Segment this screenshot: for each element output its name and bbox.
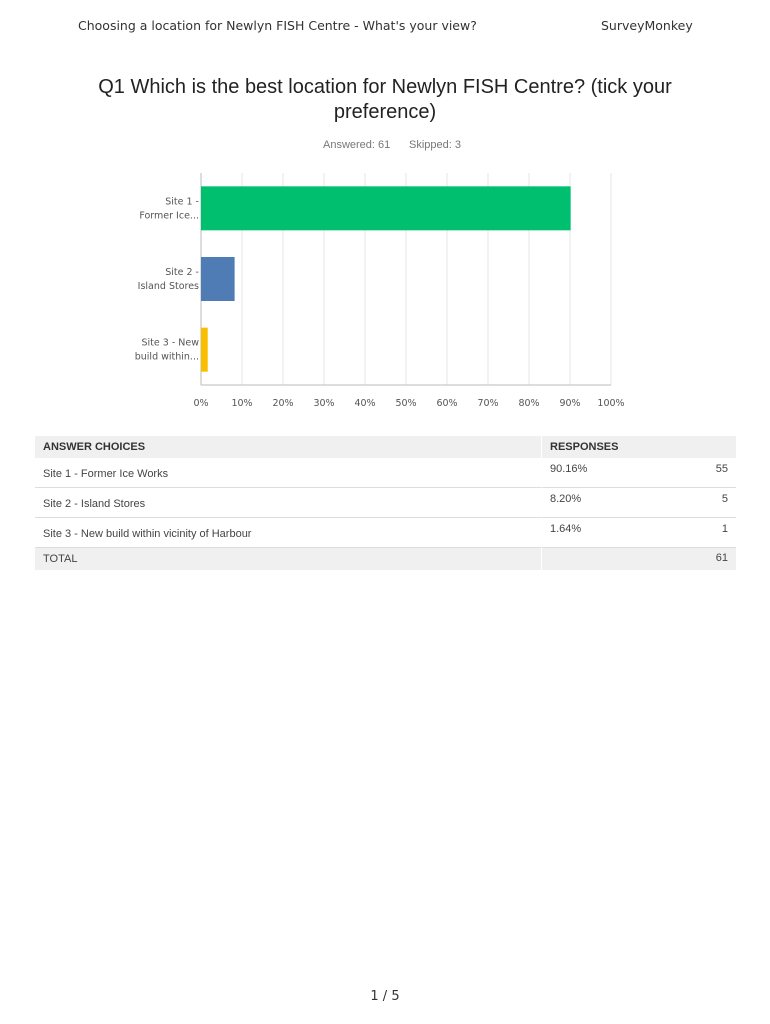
response-count: 55 <box>715 463 728 475</box>
table-header-row <box>35 436 736 458</box>
responses-header: RESPONSES <box>541 436 736 458</box>
results-bar-chart <box>120 165 625 415</box>
response-cell <box>541 488 736 518</box>
response-cell <box>541 458 736 488</box>
x-tick-label: 100% <box>597 398 625 409</box>
response-cell <box>541 518 736 548</box>
response-count: 1 <box>721 523 728 535</box>
x-tick-label: 50% <box>395 398 417 409</box>
question-title: Q1 Which is the best location for Newlyn FISH Centre? (tick your preference) <box>98 76 672 123</box>
choice-cell: Site 3 - New build within vicinity of Harbour <box>35 518 541 548</box>
choice-cell: Site 1 - Former Ice Works <box>35 458 541 488</box>
skipped-count: Skipped: 3 <box>409 139 461 151</box>
table-row <box>35 488 736 518</box>
response-count: 5 <box>721 493 728 505</box>
response-percent: 8.20% <box>550 493 582 505</box>
results-table <box>35 436 736 570</box>
table-row <box>35 518 736 548</box>
category-label: Site 2 -Island Stores <box>137 267 199 292</box>
category-label: Site 1 -Former Ice... <box>139 196 199 222</box>
total-label: TOTAL <box>35 548 541 570</box>
page-header <box>0 18 770 38</box>
response-percent: 90.16% <box>550 463 588 475</box>
x-tick-label: 70% <box>477 398 499 409</box>
total-row <box>35 548 736 570</box>
x-tick-label: 80% <box>518 398 540 409</box>
x-tick-label: 20% <box>272 398 294 409</box>
survey-title: Choosing a location for Newlyn FISH Centre - What's your view? <box>78 18 477 33</box>
page-number: 1 / 5 <box>370 989 400 1004</box>
total-count: 61 <box>715 552 728 564</box>
brand-label: SurveyMonkey <box>601 18 693 33</box>
total-cell <box>541 548 736 570</box>
answer-choices-header: ANSWER CHOICES <box>35 436 541 458</box>
category-label: Site 3 - New build within... <box>134 337 199 363</box>
table-row <box>35 458 736 488</box>
bar-2 <box>201 257 235 301</box>
response-percent: 1.64% <box>550 523 582 535</box>
choice-cell: Site 2 - Island Stores <box>35 488 541 518</box>
x-tick-label: 60% <box>436 398 458 409</box>
bar-3 <box>201 328 208 372</box>
x-tick-label: 90% <box>559 398 581 409</box>
x-tick-label: 30% <box>313 398 335 409</box>
x-tick-label: 40% <box>354 398 376 409</box>
answered-count: Answered: 61 <box>323 139 391 151</box>
bar-1 <box>201 186 571 230</box>
x-tick-label: 0% <box>193 398 209 409</box>
x-tick-label: 10% <box>231 398 253 409</box>
